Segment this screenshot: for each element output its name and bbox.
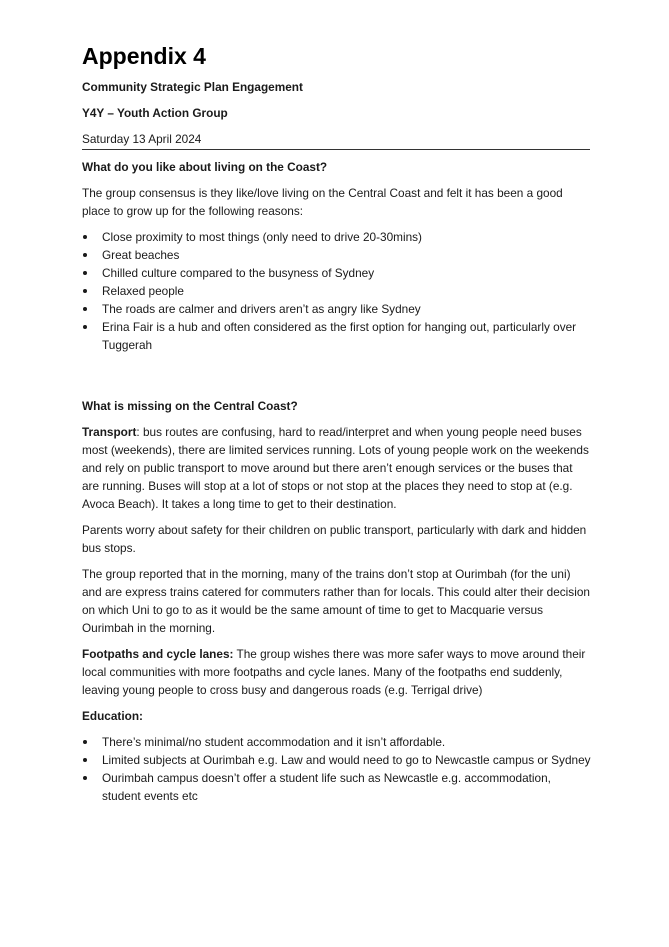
footpaths-label: Footpaths and cycle lanes: [82, 647, 234, 661]
meeting-date: Saturday 13 April 2024 [82, 130, 590, 150]
list-item: There’s minimal/no student accommodation and it isn’t affordable. [82, 733, 592, 751]
list-item: Relaxed people [82, 282, 592, 300]
section-heading-likes: What do you like about living on the Coast? [82, 160, 328, 174]
transport-label: Transport [82, 425, 137, 439]
document-page [82, 40, 592, 813]
list-item: Erina Fair is a hub and often considered as the first option for hanging out, particularly over Tuggerah [82, 318, 592, 354]
list-item: Ourimbah campus doesn’t offer a student life such as Newcastle e.g. accommodation, student events etc [82, 769, 592, 805]
transport-text: : bus routes are confusing, hard to read/interpret and when young people need buses most (weekends), there are limited services running. Lots of young people work on the weekends and rely on public transport to move around but there aren’t enough services or the buses that are running. Buses will stop at a lot of stops or not stop at the places they need to stop at (e.g. Avoca Beach). It takes a long time to get to their destination. [82, 425, 589, 511]
likes-list [82, 228, 592, 354]
subtitle-group: Y4Y – Youth Action Group [82, 106, 228, 120]
list-item: Great beaches [82, 246, 592, 264]
list-item: Chilled culture compared to the busyness of Sydney [82, 264, 592, 282]
education-heading: Education: [82, 709, 143, 723]
education-label [82, 707, 592, 725]
list-item: Limited subjects at Ourimbah e.g. Law and would need to go to Newcastle campus or Sydney [82, 751, 592, 769]
list-item: Close proximity to most things (only need to drive 20-30mins) [82, 228, 592, 246]
footpaths-paragraph [82, 645, 592, 699]
page-title: Appendix 4 [82, 43, 206, 69]
trains-paragraph: The group reported that in the morning, many of the trains don’t stop at Ourimbah (for the uni) and are express trains catered for commuters rather than for locals. This could alter their decision on which Uni to go to as it would be the same amount of time to get to Macquarie versus Ourimbah in the morning. [82, 567, 590, 635]
subtitle-engagement: Community Strategic Plan Engagement [82, 80, 303, 94]
transport-paragraph [82, 423, 592, 513]
list-item: The roads are calmer and drivers aren’t as angry like Sydney [82, 300, 592, 318]
section-heading-missing: What is missing on the Central Coast? [82, 399, 298, 413]
likes-intro: The group consensus is they like/love living on the Central Coast and felt it has been a good place to grow up for the following reasons: [82, 186, 563, 218]
education-list [82, 733, 592, 805]
footpaths-text: The group wishes there was more safer ways to move around their local communities with more footpaths and cycle lanes. Many of the footpaths end suddenly, leaving young people to cross busy and dangerous roads (e.g. Terrigal drive) [82, 647, 586, 697]
parents-paragraph: Parents worry about safety for their children on public transport, particularly with dark and hidden bus stops. [82, 523, 587, 555]
